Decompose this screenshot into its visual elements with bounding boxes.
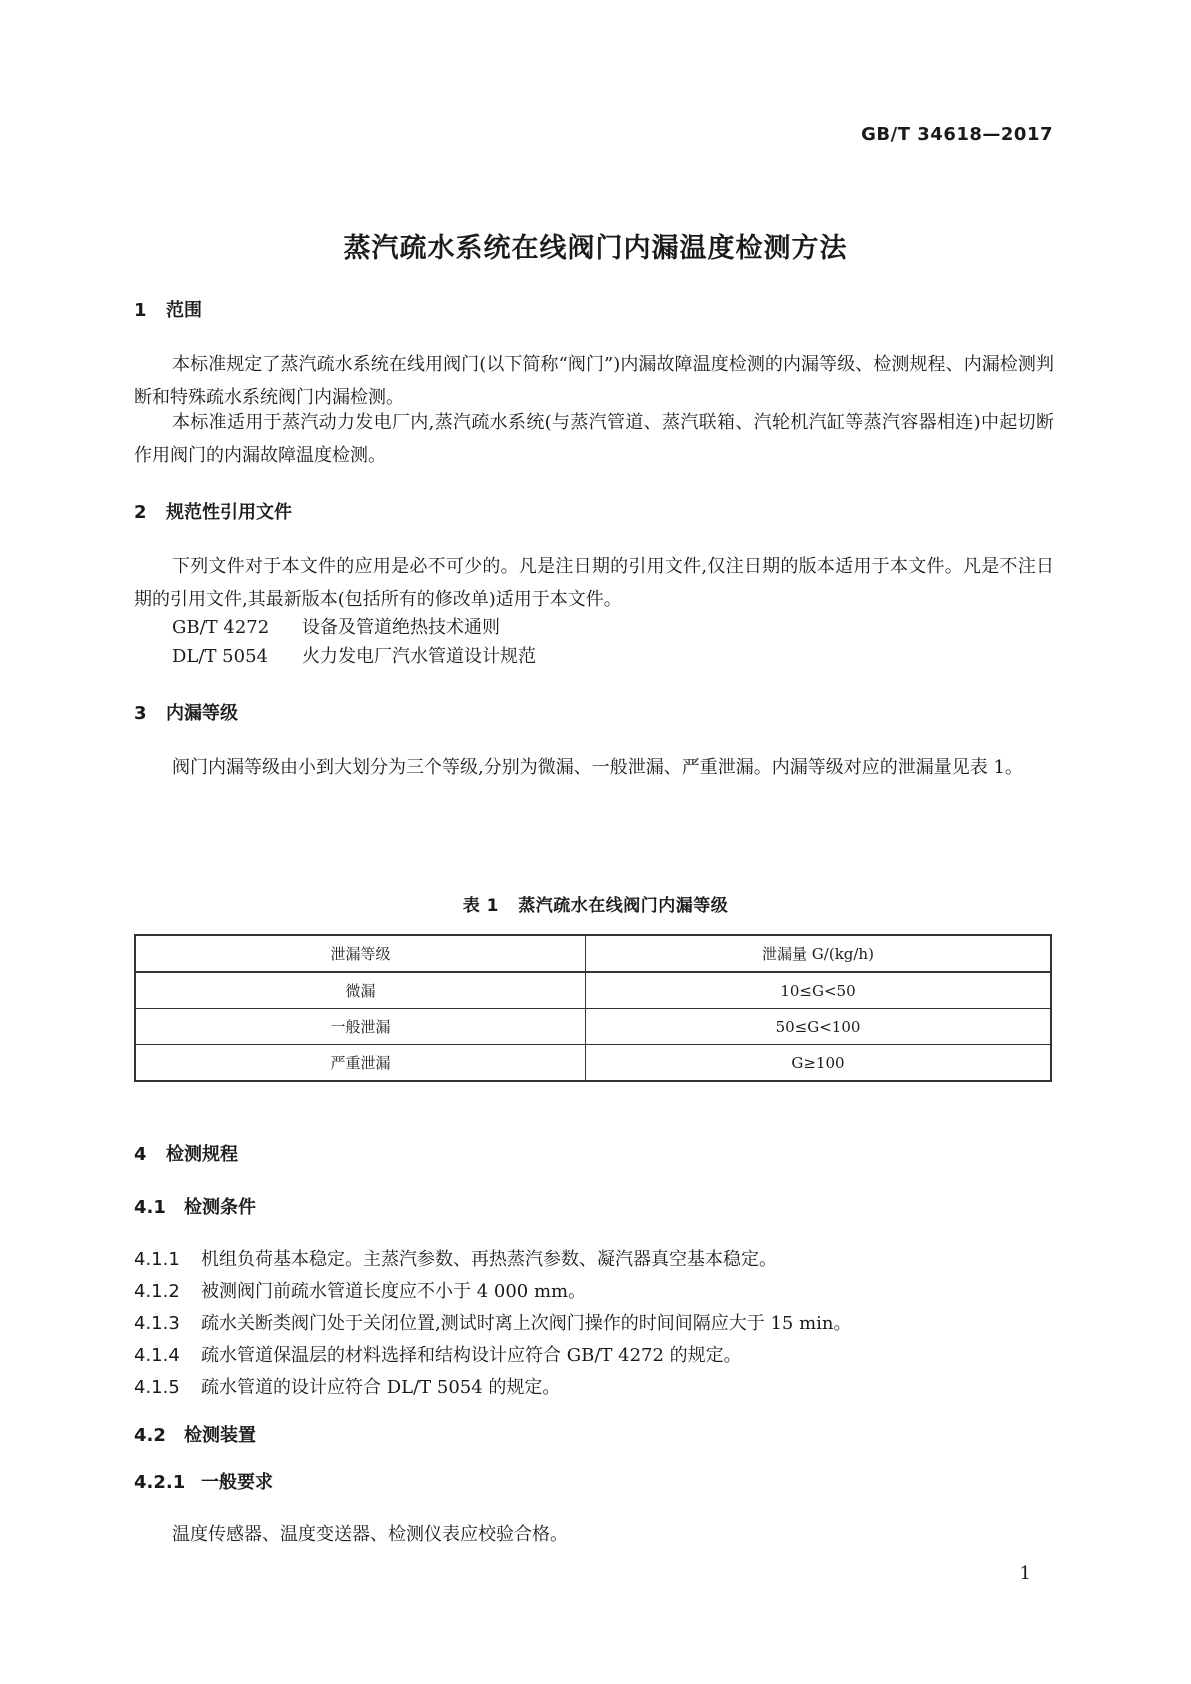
reference-name: 设备及管道绝热技术通则 (302, 617, 500, 638)
clause-item (134, 1341, 742, 1367)
reference-item (172, 642, 536, 668)
clause-item (134, 1309, 851, 1335)
table-caption (0, 891, 1191, 916)
page-title: 蒸汽疏水系统在线阀门内漏温度检测方法 (343, 233, 848, 264)
cell-grade: 严重泄漏 (135, 1045, 586, 1082)
reference-code: DL/T 5054 (172, 646, 268, 667)
header-grade: 泄漏等级 (135, 935, 586, 972)
clause-text: 被测阀门前疏水管道长度应不小于 4 000 mm。 (201, 1281, 587, 1302)
standard-code: GB/T 34618—2017 (861, 124, 1053, 145)
clause-item (134, 1373, 560, 1399)
section-4-2-1-heading (134, 1468, 273, 1494)
section-title: 检测条件 (184, 1197, 256, 1218)
section-number: 2 (134, 502, 147, 523)
section-4-2-heading (134, 1421, 256, 1447)
section-3-heading (134, 699, 238, 725)
cell-leakage: 50≤G<100 (586, 1009, 1052, 1045)
reference-item (172, 613, 500, 639)
section-title: 范围 (166, 300, 202, 321)
cell-leakage: G≥100 (586, 1045, 1052, 1082)
clause-text: 疏水管道保温层的材料选择和结构设计应符合 GB/T 4272 的规定。 (201, 1345, 742, 1366)
section-number: 1 (134, 300, 147, 321)
table-row (135, 1045, 1051, 1082)
table-row (135, 972, 1051, 1009)
section-number: 4.1 (134, 1197, 166, 1218)
section-1-paragraph-2: 本标准适用于蒸汽动力发电厂内,蒸汽疏水系统(与蒸汽管道、蒸汽联箱、汽轮机汽缸等蒸汽容器相连)中起切断作用阀门的内漏故障温度检测。 (134, 412, 1054, 466)
section-1-paragraph-1: 本标准规定了蒸汽疏水系统在线用阀门(以下简称“阀门”)内漏故障温度检测的内漏等级、检测规程、内漏检测判断和特殊疏水系统阀门内漏检测。 (134, 354, 1054, 408)
page-number: 1 (1019, 1563, 1031, 1584)
cell-grade: 一般泄漏 (135, 1009, 586, 1045)
clause-number: 4.1.2 (134, 1281, 180, 1302)
table-row (135, 1009, 1051, 1045)
section-2-paragraph: 下列文件对于本文件的应用是必不可少的。凡是注日期的引用文件,仅注日期的版本适用于本文件。凡是不注日期的引用文件,其最新版本(包括所有的修改单)适用于本文件。 (134, 556, 1054, 610)
clause-text: 疏水管道的设计应符合 DL/T 5054 的规定。 (201, 1377, 561, 1398)
clause-number: 4.1.4 (134, 1345, 180, 1366)
clause-number: 4.1.1 (134, 1249, 180, 1270)
table-caption-text: 蒸汽疏水在线阀门内漏等级 (518, 896, 729, 916)
table-caption-number: 表 1 (462, 896, 499, 916)
section-title: 规范性引用文件 (166, 502, 292, 523)
leakage-grade-table (134, 934, 1052, 1082)
section-number: 4 (134, 1144, 147, 1165)
section-2-heading (134, 498, 292, 524)
clause-text: 疏水关断类阀门处于关闭位置,测试时离上次阀门操作的时间间隔应大于 15 min。 (201, 1313, 852, 1334)
section-4-heading (134, 1140, 238, 1166)
cell-grade: 微漏 (135, 972, 586, 1009)
clause-text: 机组负荷基本稳定。主蒸汽参数、再热蒸汽参数、凝汽器真空基本稳定。 (201, 1249, 777, 1270)
clause-number: 4.1.5 (134, 1377, 180, 1398)
section-number: 4.2.1 (134, 1472, 186, 1493)
section-4-1-heading (134, 1193, 256, 1219)
cell-leakage: 10≤G<50 (586, 972, 1052, 1009)
section-4-2-1-paragraph: 温度传感器、温度变送器、检测仪表应校验合格。 (172, 1524, 568, 1545)
section-title: 检测规程 (166, 1144, 238, 1165)
section-number: 4.2 (134, 1425, 166, 1446)
reference-code: GB/T 4272 (172, 617, 270, 638)
section-number: 3 (134, 703, 147, 724)
section-title: 内漏等级 (166, 703, 238, 724)
section-title: 一般要求 (201, 1472, 273, 1493)
clause-item (134, 1277, 586, 1303)
table-header-row (135, 935, 1051, 972)
section-3-paragraph: 阀门内漏等级由小到大划分为三个等级,分别为微漏、一般泄漏、严重泄漏。内漏等级对应的泄漏量见表 1。 (172, 757, 1023, 778)
section-1-heading (134, 296, 202, 322)
clause-number: 4.1.3 (134, 1313, 180, 1334)
section-title: 检测装置 (184, 1425, 256, 1446)
reference-name: 火力发电厂汽水管道设计规范 (302, 646, 536, 667)
clause-item (134, 1245, 777, 1271)
header-leakage: 泄漏量 G/(kg/h) (586, 935, 1052, 972)
